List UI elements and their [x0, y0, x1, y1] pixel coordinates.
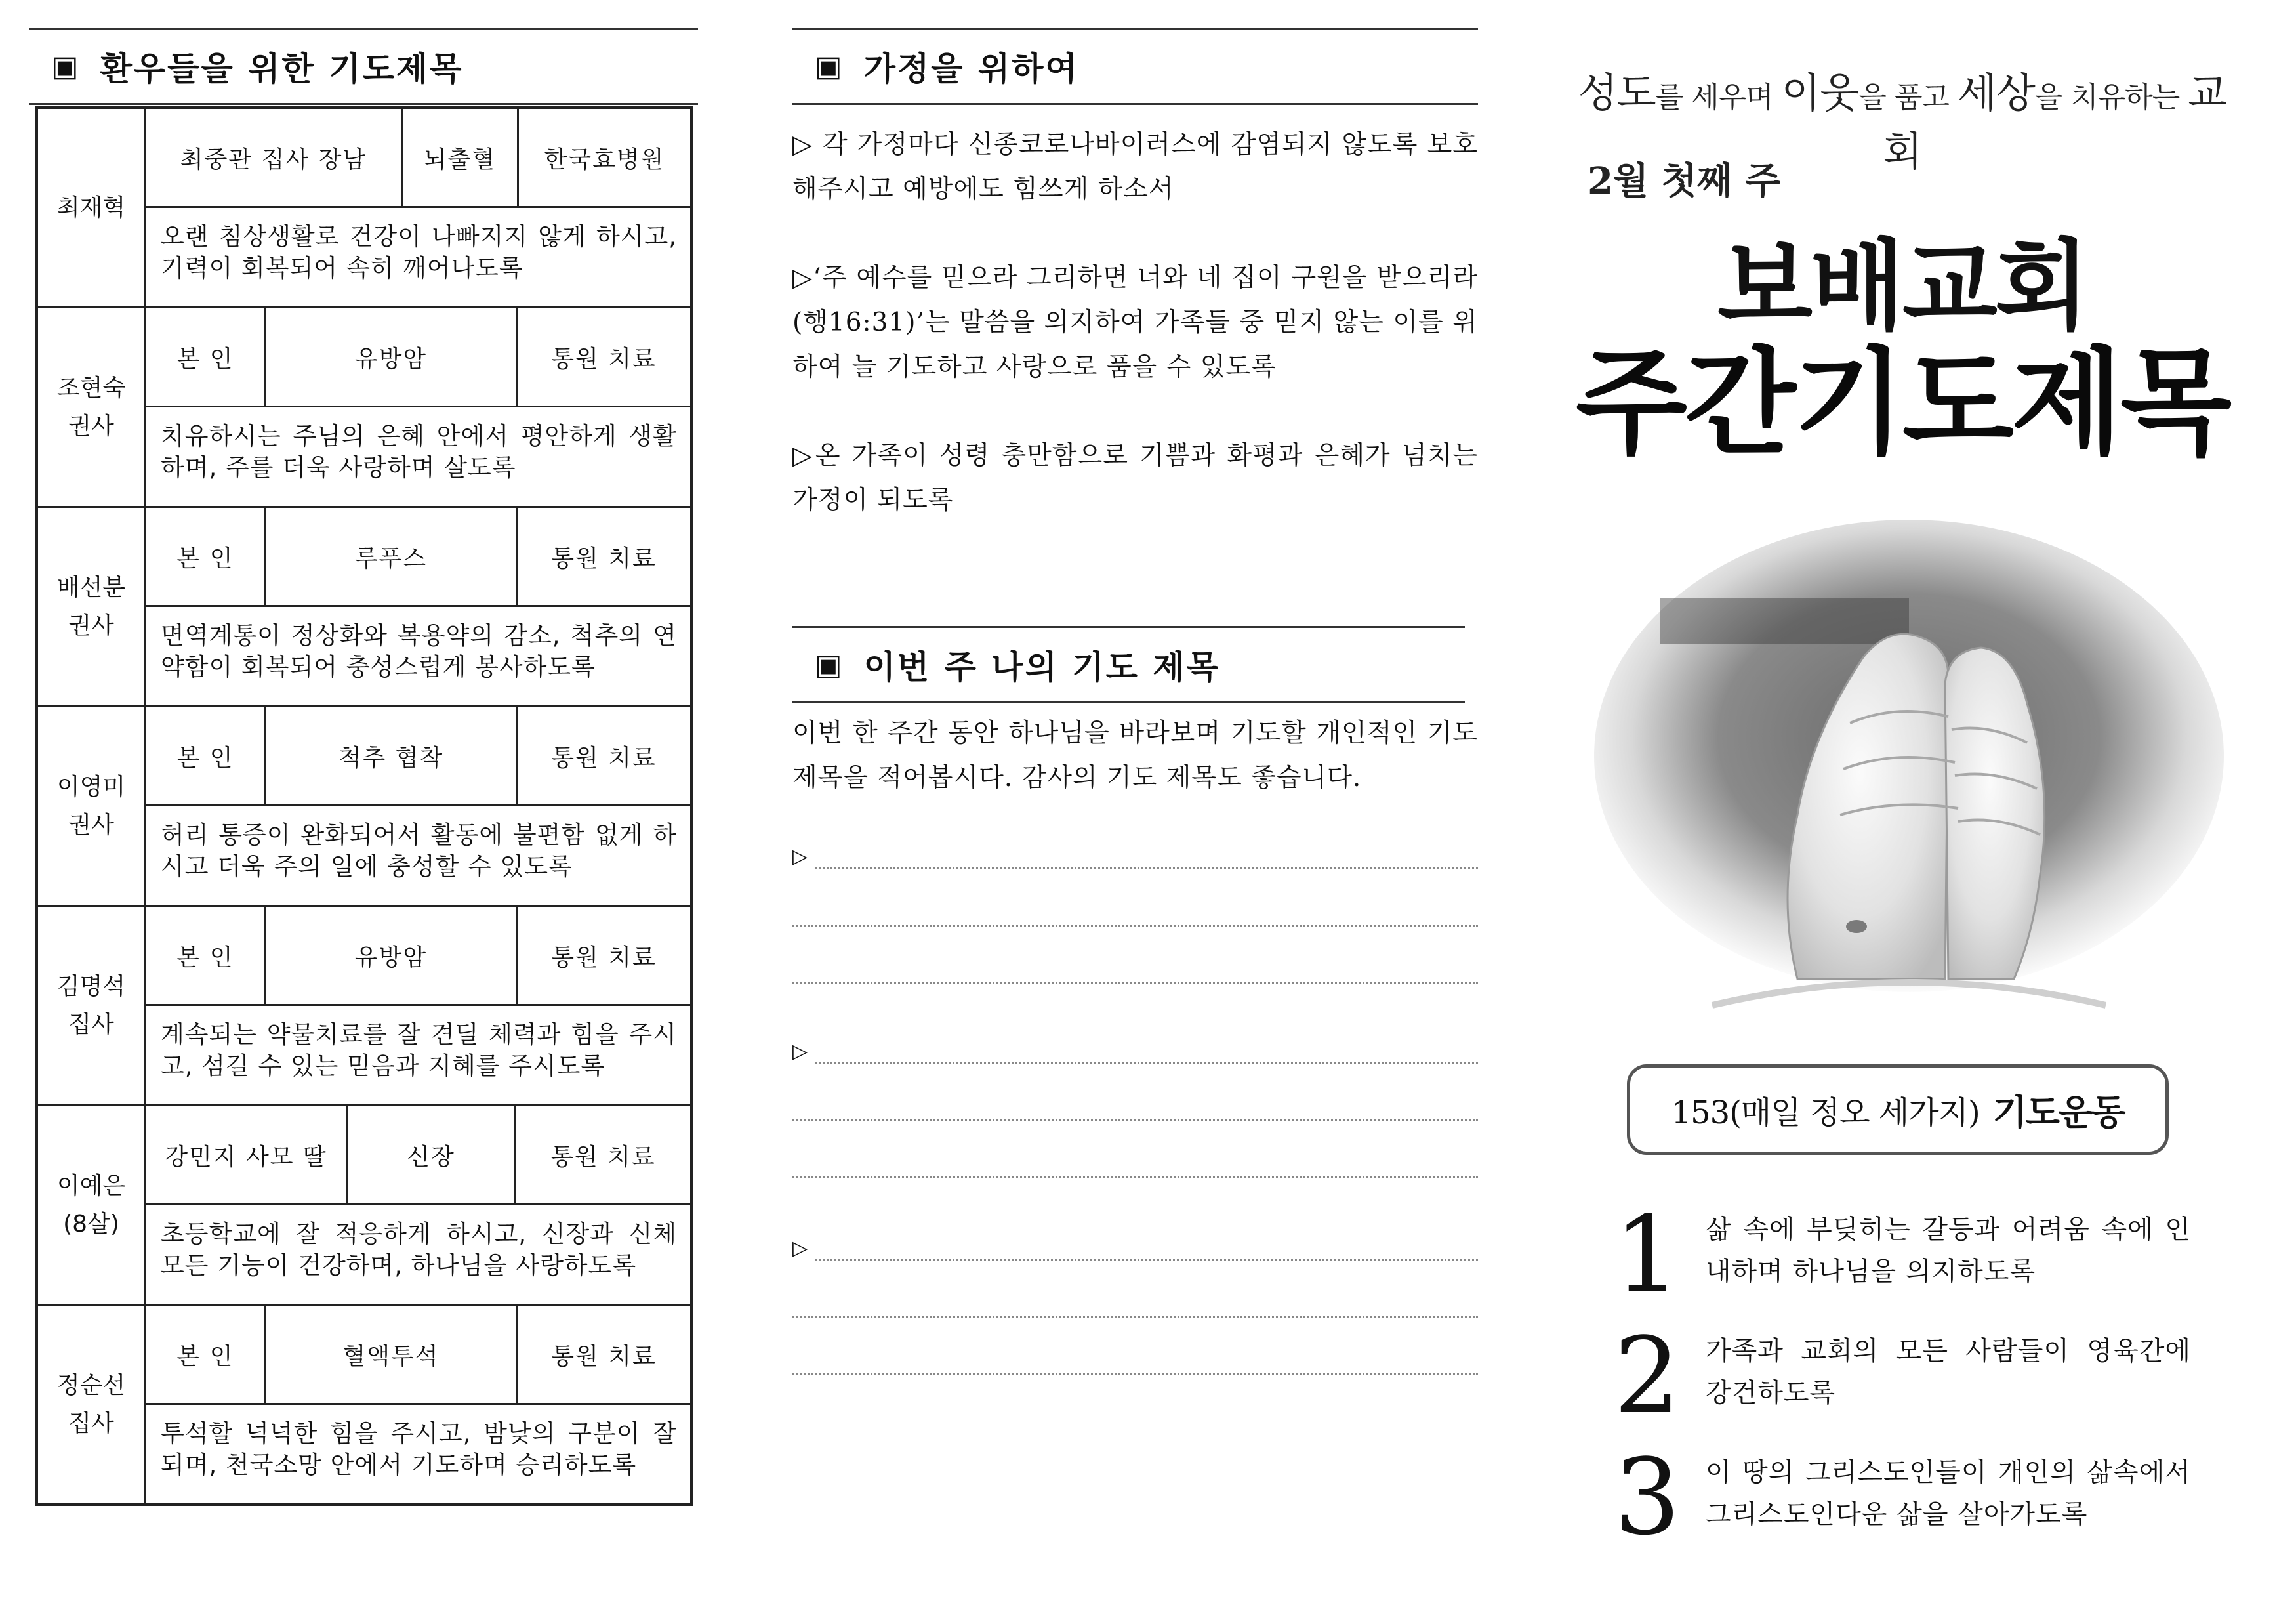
writing-lines-group: [792, 1218, 1478, 1390]
patients-heading-text: 환우들을 위한 기도제목: [100, 50, 464, 88]
patient-details: [146, 508, 690, 705]
triangle-marker-icon: ▷: [792, 1040, 808, 1063]
patient-prayer: 허리 통증이 완화되어서 활동에 불편함 없게 하시고 더욱 주의 일에 충성할 수 있도록: [161, 821, 677, 881]
prayer-movement-title: 기도운동: [1992, 1091, 2125, 1133]
writing-lines-group: [792, 1022, 1478, 1193]
praying-hands-photo: [1581, 507, 2237, 1031]
patient-treatment: 통원 치료: [551, 744, 657, 772]
motto-part: 을 품고: [1858, 81, 1958, 114]
patient-info-row: [146, 907, 690, 1006]
patient-relation: 본 인: [146, 308, 266, 406]
patient-info-row: [146, 707, 690, 806]
patient-condition: 척추 협착: [266, 707, 518, 804]
patient-treatment: 통원 치료: [551, 545, 657, 572]
motto-part: 을 치유하는: [2034, 81, 2188, 114]
movement-item: [1614, 1193, 2204, 1316]
my-prayer-heading-text: 이번 주 나의 기도 제목: [863, 648, 1220, 686]
patient-condition: 유방암: [266, 907, 518, 1004]
motto-part: 교회: [1883, 69, 2227, 175]
motto-part: 를 세우며: [1655, 81, 1782, 114]
patient-condition: 신장: [348, 1106, 516, 1203]
week-label: 2월 첫째 주: [1588, 159, 1781, 203]
prayer-movement-box: [1627, 1064, 2169, 1155]
patient-treatment: 통원 치료: [551, 944, 657, 971]
patient-details: [146, 308, 690, 506]
patient-row: [38, 508, 690, 707]
patient-prayer: 초등학교에 잘 적응하게 하시고, 신장과 신체 모든 기능이 건강하며, 하나님을 사랑하도록: [161, 1220, 677, 1280]
writing-line[interactable]: [792, 1136, 1478, 1193]
triangle-marker-icon: ▷: [792, 1237, 808, 1260]
patient-name: 이예은 (8살): [38, 1106, 146, 1304]
patient-info-row: [146, 109, 690, 208]
bulletin-title: 주간기도제목: [1575, 336, 2230, 470]
my-prayer-heading: [792, 626, 1465, 703]
patient-details: [146, 1106, 690, 1304]
writing-line[interactable]: [792, 827, 1478, 884]
patient-relation: 본 인: [146, 907, 266, 1004]
writing-line[interactable]: [792, 1022, 1478, 1079]
patient-info-row: [146, 1106, 690, 1205]
patients-table: [35, 106, 693, 1506]
patient-relation: 본 인: [146, 707, 266, 804]
square-bullet-icon: ▣: [51, 49, 81, 83]
prayer-movement-subtitle: 153(매일 정오 세가지): [1671, 1094, 1980, 1131]
patient-condition: 혈액투석: [266, 1306, 518, 1403]
patient-row: [38, 907, 690, 1106]
patient-condition: 뇌출혈: [403, 109, 519, 206]
left-panel: [29, 28, 698, 1479]
motto-part: 이웃: [1781, 69, 1859, 117]
writing-line[interactable]: [792, 941, 1478, 998]
patient-prayer: 치유하시는 주님의 은혜 안에서 평안하게 생활하며, 주를 더욱 사랑하며 살도록: [161, 422, 677, 482]
patient-name: 최재혁: [38, 109, 146, 306]
patient-treatment: 한국효병원: [544, 146, 665, 173]
triangle-marker-icon: ▷: [792, 845, 808, 868]
patient-name: 조현숙 권사: [38, 308, 146, 506]
middle-panel: [792, 28, 1478, 1260]
movement-text: 이 땅의 그리스도인들이 개인의 삶속에서 그리스도인다운 삶을 살아가도록: [1706, 1457, 2191, 1530]
patient-row: [38, 308, 690, 508]
writing-line[interactable]: [792, 884, 1478, 941]
patient-treatment: 통원 치료: [551, 345, 657, 373]
patient-details: [146, 907, 690, 1104]
patient-info-row: [146, 1306, 690, 1405]
patient-prayer: 면역계통이 정상화와 복용약의 감소, 척추의 연약함이 회복되어 충성스럽게 봉사하도록: [161, 621, 677, 681]
patient-condition: 유방암: [266, 308, 518, 406]
patient-prayer: 계속되는 약물치료를 잘 견딜 체력과 힘을 주시고, 섬길 수 있는 믿음과 지혜를 주시도록: [161, 1020, 677, 1080]
patient-row: [38, 707, 690, 907]
family-heading: [792, 28, 1478, 105]
movement-number: 3: [1614, 1436, 1681, 1558]
patient-relation: 본 인: [146, 508, 266, 605]
patient-condition: 루푸스: [266, 508, 518, 605]
patient-name: 이영미 권사: [38, 707, 146, 905]
family-item: ▷‘주 예수를 믿으라 그리하면 너와 네 집이 구원을 받으리라(행16:31)’는 말씀을 의지하여 가족들 중 믿지 않는 이를 위하여 늘 기도하고 사랑으로 품을 수 있도록: [792, 263, 1478, 382]
patient-info-row: [146, 308, 690, 407]
movement-text: 가족과 교회의 모든 사람들이 영육간에 강건하도록: [1706, 1336, 2191, 1408]
patient-row: [38, 109, 690, 308]
family-item: ▷온 가족이 성령 충만함으로 기쁨과 화평과 은혜가 넘치는 가정이 되도록: [792, 441, 1478, 515]
writing-line[interactable]: [792, 1276, 1478, 1333]
patient-name: 배선분 권사: [38, 508, 146, 705]
family-heading-text: 가정을 위하여: [863, 50, 1079, 88]
writing-line[interactable]: [792, 1218, 1478, 1276]
patient-row: [38, 1306, 690, 1503]
movement-text: 삶 속에 부딪히는 갈등과 어려움 속에 인내하며 하나님을 의지하도록: [1706, 1215, 2191, 1287]
patient-details: [146, 109, 690, 306]
patient-details: [146, 1306, 690, 1503]
movement-number: 2: [1614, 1314, 1681, 1437]
patient-info-row: [146, 508, 690, 607]
patient-relation: 본 인: [146, 1306, 266, 1403]
church-name: 보배교회: [1717, 230, 2087, 344]
movement-item: [1614, 1314, 2204, 1437]
movement-item: [1614, 1436, 2204, 1558]
patients-heading: [29, 28, 698, 105]
square-bullet-icon: ▣: [815, 648, 844, 682]
my-prayer-intro: 이번 한 주간 동안 하나님을 바라보며 기도할 개인적인 기도 제목을 적어봅시다. 감사의 기도 제목도 좋습니다.: [792, 718, 1478, 793]
motto-part: 세상: [1957, 69, 2035, 117]
patient-name: 김명석 집사: [38, 907, 146, 1104]
writing-lines-group: [792, 827, 1478, 998]
patient-name: 정순선 집사: [38, 1306, 146, 1503]
patient-details: [146, 707, 690, 905]
patient-treatment: 통원 치료: [550, 1143, 656, 1171]
patient-row: [38, 1106, 690, 1306]
motto-part: 성도: [1578, 69, 1656, 117]
family-items: [792, 123, 1478, 567]
patient-prayer: 투석할 넉넉한 힘을 주시고, 밤낮의 구분이 잘 되며, 천국소망 안에서 기도하며 승리하도록: [161, 1419, 677, 1479]
writing-line[interactable]: [792, 1333, 1478, 1390]
family-item: ▷ 각 가정마다 신종코로나바이러스에 감염되지 않도록 보호해주시고 예방에도 힘쓰게 하소서: [792, 130, 1478, 204]
patient-treatment: 통원 치료: [551, 1343, 657, 1370]
movement-number: 1: [1614, 1193, 1681, 1316]
patient-relation: 강민지 사모 딸: [146, 1106, 348, 1203]
square-bullet-icon: ▣: [815, 49, 844, 83]
writing-line[interactable]: [792, 1079, 1478, 1136]
patient-prayer: 오랜 침상생활로 건강이 나빠지지 않게 하시고, 기력이 회복되어 속히 깨어나도록: [161, 222, 677, 282]
patient-relation: 최중관 집사 장남: [146, 109, 403, 206]
